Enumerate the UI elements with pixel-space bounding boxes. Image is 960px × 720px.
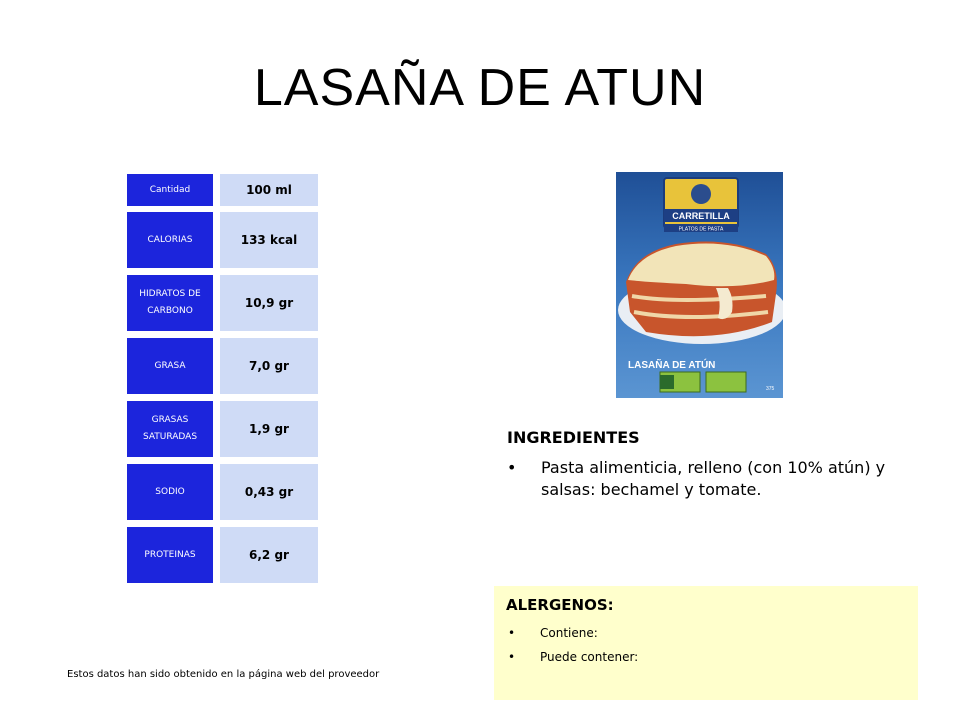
- nutrition-value: 0,43 gr: [220, 464, 318, 520]
- nutrition-label: PROTEINAS: [127, 527, 213, 583]
- product-image: [616, 172, 783, 398]
- nutrition-value: 1,9 gr: [220, 401, 318, 457]
- nutrition-label: GRASA: [127, 338, 213, 394]
- nutrition-label: HIDRATOS DE CARBONO: [127, 275, 213, 331]
- bullet-icon: •: [507, 458, 517, 477]
- product-name-text: LASAÑA DE ATÚN: [628, 360, 716, 371]
- brand-text: CARRETILLA: [672, 211, 730, 221]
- source-footnote: Estos datos han sido obtenido en la página web del proveedor: [67, 669, 380, 680]
- nutrition-label: CALORIAS: [127, 212, 213, 268]
- ingredients-text: Pasta alimenticia, relleno (con 10% atún) y salsas: bechamel y tomate.: [541, 458, 886, 499]
- nutrition-label: SODIO: [127, 464, 213, 520]
- weight-text: 375: [766, 386, 775, 392]
- page-title: LASAÑA DE ATUN: [253, 59, 707, 117]
- nutrition-value: 6,2 gr: [220, 527, 318, 583]
- product-package-illustration: [616, 172, 783, 398]
- bullet-icon: •: [508, 650, 516, 664]
- nutrition-value: 100 ml: [220, 174, 318, 206]
- nutrition-value: 7,0 gr: [220, 338, 318, 394]
- ingredients-heading: INGREDIENTES: [507, 428, 640, 447]
- allergen-contains-text: Contiene:: [540, 626, 598, 640]
- nutrition-label: Cantidad: [127, 174, 213, 206]
- allergen-may-contain-text: Puede contener:: [540, 650, 639, 664]
- ingredients-section: [507, 428, 927, 501]
- nutrition-value: 133 kcal: [220, 212, 318, 268]
- bullet-icon: •: [508, 626, 516, 640]
- subtitle-text: PLATOS DE PASTA: [678, 226, 724, 233]
- allergens-box: [494, 586, 918, 700]
- nutrition-label: GRASAS SATURADAS: [127, 401, 213, 457]
- allergens-heading: ALERGENOS:: [506, 596, 614, 614]
- nutrition-value: 10,9 gr: [220, 275, 318, 331]
- ingredients-item: [507, 457, 927, 501]
